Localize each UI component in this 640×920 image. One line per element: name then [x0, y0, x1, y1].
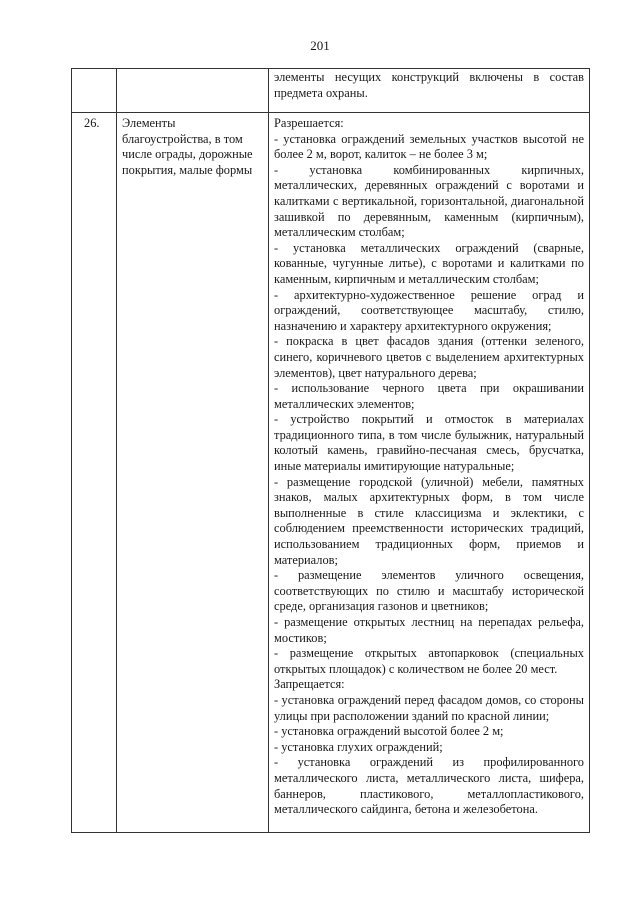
allowed-item: - устройство покрытий и отмосток в материалах традиционного типа, в том числе булыжник, натуральный колотый камень, гравийно-песчаная смесь, брусчатка, иные материалы имитирующие натуральные;	[274, 412, 584, 474]
table-row-continued	[72, 69, 590, 113]
page-number: 201	[310, 38, 330, 53]
element-name-cell	[117, 69, 269, 113]
forbidden-heading: Запрещается:	[274, 677, 345, 692]
allowed-heading: Разрешается:	[274, 116, 344, 130]
allowed-item: - размещение городской (уличной) мебели, памятных знаков, малых архитектурных форм, в том числе выполненные в стиле классицизма и эклектики, с соблюдением преемственности исторических традиций, использованием традиционных форм, приемов и материалов;	[274, 474, 584, 567]
regulation-text-cell	[269, 113, 590, 833]
allowed-item: - размещение элементов уличного освещения, соответствующих по стилю и масштабу исторической среде, организация газонов и цветников;	[274, 568, 584, 614]
forbidden-item: - установка ограждений перед фасадом домов, со стороны улицы при расположении зданий по красной линии;	[274, 692, 584, 723]
forbidden-item: - установка ограждений из профилированного металлического листа, металлического листа, шифера, баннеров, пластикового, металлопластикового, металлического сайдинга, бетона и железобетона.	[274, 755, 584, 817]
allowed-item: - использование черного цвета при окрашивании металлических элементов;	[274, 381, 584, 411]
allowed-item: - покраска в цвет фасадов здания (оттенки зеленого, синего, коричневого цветов с выделением архитектурных элементов), цвет натурального дерева;	[274, 334, 584, 380]
allowed-item: - установка ограждений земельных участков высотой не более 2 м, ворот, калиток – не более 3 м;	[274, 131, 584, 162]
forbidden-item: - установка глухих ограждений;	[274, 739, 443, 754]
allowed-item: - установка металлических ограждений (сварные, кованные, чугунные литье), с воротами и калитками по каменным, кирпичным и металлическим столбам;	[274, 240, 584, 286]
allowed-item: - установка комбинированных кирпичных, металлических, деревянных ограждений с воротами и калитками с вертикальной, горизонтальной, диагональной зашивкой по деревянным, каменным (кирпичным), металлическим столбам;	[274, 162, 584, 240]
forbidden-item: - установка ограждений высотой более 2 м;	[274, 724, 504, 739]
allowed-item: - размещение открытых лестниц на перепадах рельефа, мостиков;	[274, 615, 584, 645]
regulations-table	[71, 68, 590, 833]
regulation-text-cell: элементы несущих конструкций включены в состав предмета охраны.	[269, 69, 590, 113]
table-row-26	[72, 113, 590, 833]
allowed-item: - архитектурно-художественное решение оград и ограждений, соответствующее масштабу, стилю, назначению и характеру архитектурного окружения;	[274, 287, 584, 333]
allowed-item: - размещение открытых автопарковок (специальных открытых площадок) с количеством не более 20 мест.	[274, 646, 584, 676]
row-number-cell: 26.	[72, 113, 117, 833]
element-name-cell: Элементы благоустройства, в том числе ограды, дорожные покрытия, малые формы	[117, 113, 269, 833]
row-number-cell	[72, 69, 117, 113]
